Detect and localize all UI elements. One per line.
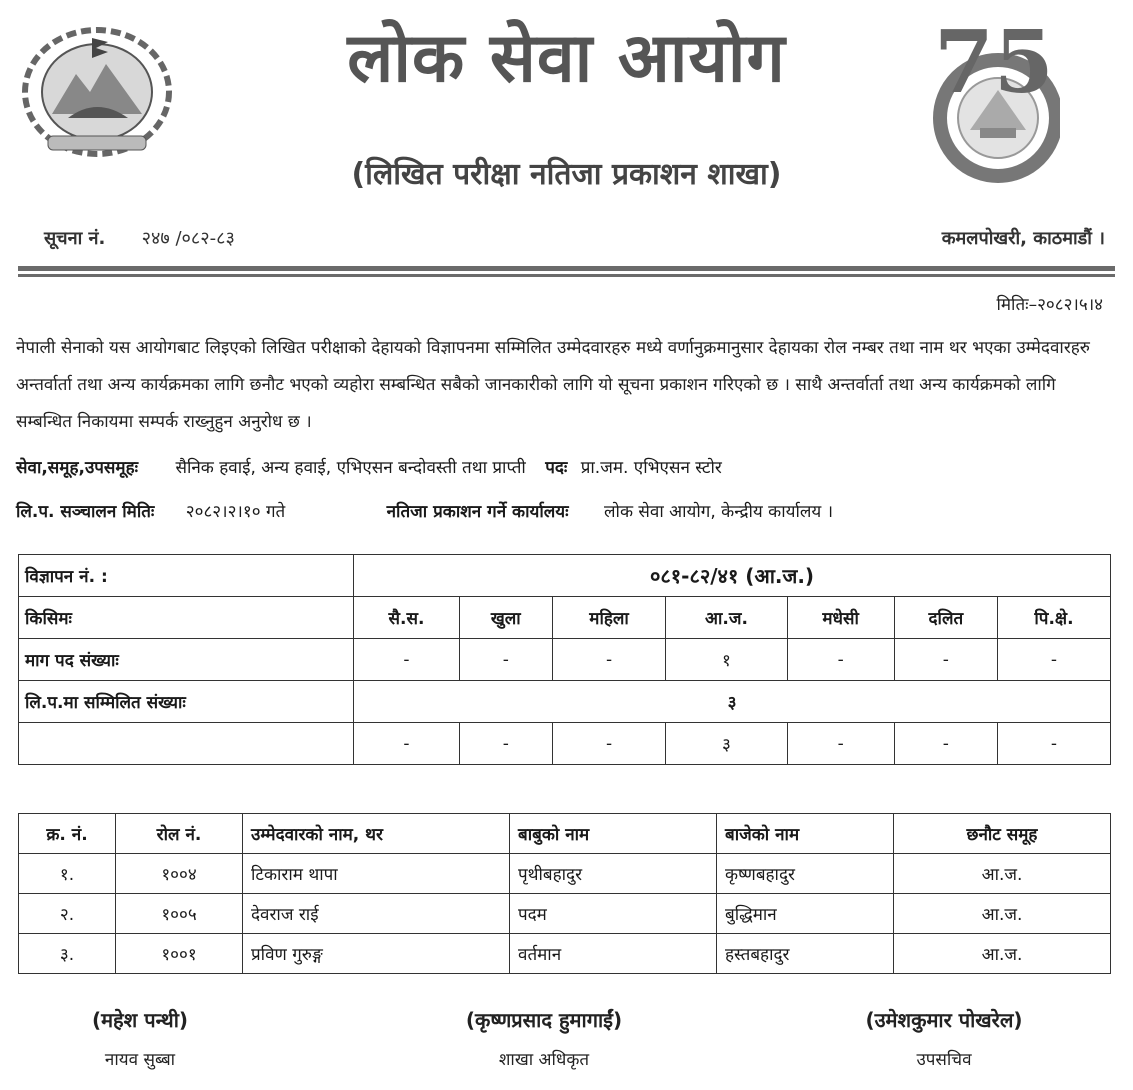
type-cell: मधेसी (787, 597, 894, 639)
participants-cell: - (459, 723, 552, 765)
exam-office-line (16, 499, 833, 522)
table-row (19, 934, 1111, 974)
col-father: बाबुको नाम (510, 814, 717, 854)
notice-label: सूचना नं. (44, 228, 106, 249)
ad-row (19, 555, 1111, 597)
cell-father: पृथीबहादुर (510, 854, 717, 894)
results-table (18, 813, 1111, 974)
cell-candidate: देवराज राई (243, 894, 510, 934)
type-cell: दलित (894, 597, 997, 639)
type-cell: पि.क्षे. (997, 597, 1110, 639)
participants-cell: - (997, 723, 1110, 765)
post-label: पदः (545, 458, 568, 478)
cell-group: आ.ज. (894, 894, 1111, 934)
type-cell: महिला (552, 597, 666, 639)
demand-cell: - (997, 639, 1110, 681)
page-title: लोक सेवा आयोग (347, 19, 786, 98)
participants-total: ३ (354, 681, 1111, 723)
office-label: नतिजा प्रकाशन गर्ने कार्यालयः (386, 502, 569, 522)
cell-group: आ.ज. (894, 854, 1111, 894)
cell-grandfather: बुद्धिमान (717, 894, 894, 934)
office-value: लोक सेवा आयोग, केन्द्रीय कार्यालय । (604, 502, 834, 522)
notice-body: नेपाली सेनाको यस आयोगबाट लिइएको लिखित परीक्षाको देहायको विज्ञापनमा सम्मिलित उम्मेदवारहरु मध्ये वर्णानुक्रमानुसार देहायका रोल नम्बर तथा नाम थर भएका उम्मेदवारहरु अन्तर्वार्ता तथा अन्य कार्यक्रमका लागि छनौट भएको व्यहोरा सम्बन्धित सबैको जानकारीको लागि यो सूचना प्रकाशन गरिएको छ । साथै अन्तर्वार्ता तथा अन्य कार्यक्रमको लागि सम्बन्धित निकायमा सम्पर्क राख्नुहुन अनुरोध छ । (16, 338, 1090, 432)
cell-roll: १००४ (116, 854, 243, 894)
col-roll: रोल नं. (116, 814, 243, 854)
cell-serial: ३. (19, 934, 116, 974)
col-grandfather: बाजेको नाम (717, 814, 894, 854)
signatory-3 (784, 1006, 1104, 1070)
type-cell: आ.ज. (666, 597, 787, 639)
header-divider (18, 266, 1115, 271)
col-candidate: उम्मेदवारको नाम, थर (243, 814, 510, 854)
demand-cell: - (354, 639, 460, 681)
signatory-name: (कृष्णप्रसाद हुमागाईं) (465, 1008, 623, 1032)
signatory-name: (महेश पन्थी) (91, 1008, 189, 1032)
cell-roll: १००५ (116, 894, 243, 934)
cell-serial: २. (19, 894, 116, 934)
table-row (19, 854, 1111, 894)
logo-number: 75 (934, 12, 1054, 113)
participants-cell: - (787, 723, 894, 765)
post-value: प्रा.जम. एभिएसन स्टोर (580, 458, 722, 478)
ad-value: ०८१-८२/४१ (आ.ज.) (354, 555, 1111, 597)
signatory-post: नायव सुब्बा (104, 1050, 176, 1070)
participants-cell: - (354, 723, 460, 765)
type-cell: खुला (459, 597, 552, 639)
exam-date-label: लि.प. सञ्चालन मितिः (16, 502, 155, 522)
exam-date-value: २०८२।२।१० गते (185, 502, 286, 522)
demand-cell: - (459, 639, 552, 681)
table-row (19, 894, 1111, 934)
signatory-post: शाखा अधिकृत (498, 1050, 590, 1070)
service-value: सैनिक हवाई, अन्य हवाई, एभिएसन बन्दोवस्ती तथा प्राप्ती (175, 458, 526, 478)
results-header-row (19, 814, 1111, 854)
demand-row (19, 639, 1111, 681)
signatory-name: (उमेशकुमार पोखरेल) (865, 1008, 1023, 1032)
service-label: सेवा,समूह,उपसमूहः (16, 458, 139, 478)
participants-cell: - (894, 723, 997, 765)
demand-cell: १ (666, 639, 787, 681)
cell-grandfather: हस्तबहादुर (717, 934, 894, 974)
signatory-1 (0, 1006, 300, 1070)
demand-label: माग पद संख्याः (19, 639, 354, 681)
cell-candidate: प्रविण गुरुङ्ग (243, 934, 510, 974)
participants-empty-label (19, 723, 354, 765)
participants-cell: ३ (666, 723, 787, 765)
header-divider-thin (18, 274, 1115, 277)
col-group: छनौट समूह (894, 814, 1111, 854)
cell-group: आ.ज. (894, 934, 1111, 974)
advertisement-table (18, 554, 1111, 765)
signatory-post: उपसचिव (916, 1050, 972, 1070)
page-subtitle: (लिखित परीक्षा नतिजा प्रकाशन शाखा) (351, 157, 782, 192)
col-serial: क्र. नं. (19, 814, 116, 854)
ad-label: विज्ञापन नं. : (19, 555, 354, 597)
demand-cell: - (552, 639, 666, 681)
participants-cell: - (552, 723, 666, 765)
notice-number (44, 226, 235, 250)
notice-date: मितिः–२०८२।५।४ (996, 295, 1103, 315)
cell-serial: १. (19, 854, 116, 894)
office-location: कमलपोखरी, काठमाडौं । (941, 228, 1105, 249)
type-cell: सै.स. (354, 597, 460, 639)
service-post-line (16, 455, 722, 478)
signatory-2 (384, 1006, 704, 1070)
participants-label: लि.प.मा सम्मिलित संख्याः (19, 681, 354, 723)
demand-cell: - (787, 639, 894, 681)
type-label: किसिमः (19, 597, 354, 639)
participants-total-row (19, 681, 1111, 723)
cell-candidate: टिकाराम थापा (243, 854, 510, 894)
type-row (19, 597, 1111, 639)
notice-number-value: २४७ /०८२-८३ (141, 228, 235, 249)
demand-cell: - (894, 639, 997, 681)
cell-roll: १००१ (116, 934, 243, 974)
cell-father: वर्तमान (510, 934, 717, 974)
cell-father: पदम (510, 894, 717, 934)
cell-grandfather: कृष्णबहादुर (717, 854, 894, 894)
participants-row (19, 723, 1111, 765)
